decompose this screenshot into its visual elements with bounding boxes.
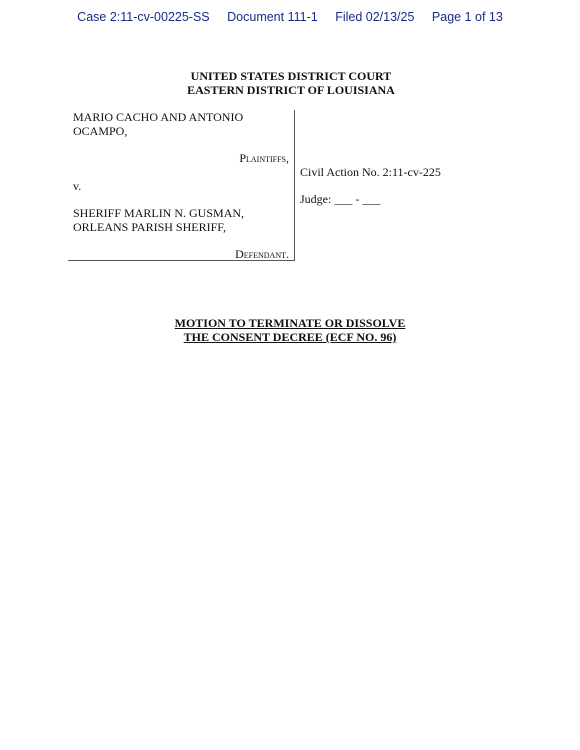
- court-district: EASTERN DISTRICT OF LOUISIANA: [187, 83, 395, 97]
- motion-title: [0, 316, 580, 344]
- filed-date: Filed 02/13/25: [335, 10, 415, 24]
- defendant-names: SHERIFF MARLIN N. GUSMAN, ORLEANS PARISH SHERIFF,: [73, 206, 245, 234]
- judge-line: Judge: ___ - ___: [300, 192, 381, 206]
- motion-title-line-1: MOTION TO TERMINATE OR DISSOLVE: [174, 316, 406, 330]
- court-name: UNITED STATES DISTRICT COURT: [190, 69, 392, 83]
- ecf-filing-header: [0, 10, 580, 24]
- page-indicator: Page 1 of 13: [431, 10, 503, 24]
- plaintiffs-label: Plaintiffs,: [239, 151, 289, 165]
- case-caption-parties: [68, 110, 295, 261]
- case-number: Case 2:11-cv-00225-SS: [77, 10, 210, 24]
- document-number: Document 111-1: [227, 10, 318, 24]
- versus-label: v.: [73, 179, 82, 193]
- plaintiff-names: MARIO CACHO AND ANTONIO OCAMPO,: [73, 110, 244, 138]
- motion-title-line-2: THE CONSENT DECREE (ECF NO. 96): [183, 330, 397, 344]
- court-heading: [0, 69, 580, 97]
- defendant-label: Defendant.: [235, 247, 289, 261]
- civil-action-number: Civil Action No. 2:11-cv-225: [300, 165, 441, 179]
